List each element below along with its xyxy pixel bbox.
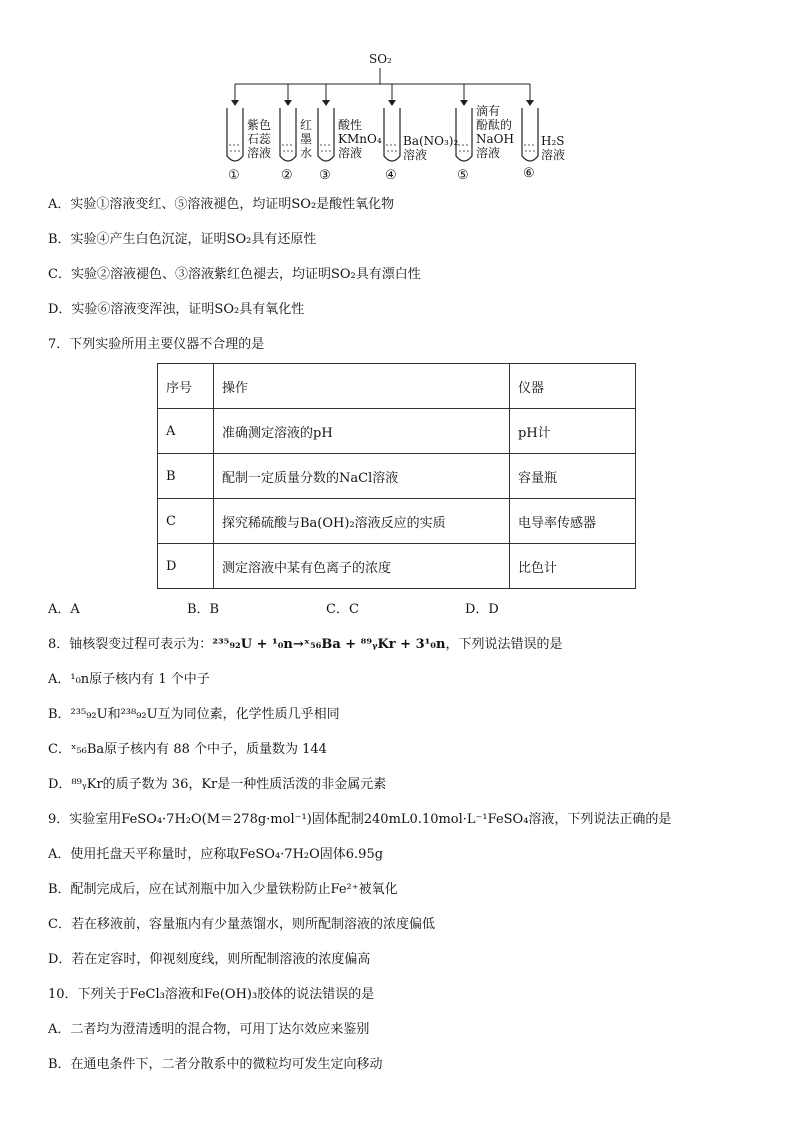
cell: 比色计 xyxy=(510,544,636,589)
cell: 测定溶液中某有色离子的浓度 xyxy=(214,544,510,589)
q8-stem-post: ，下列说法错误的是 xyxy=(445,637,563,652)
q9-option-b: B．配制完成后，应在试剂瓶中加入少量铁粉防止Fe²⁺被氧化 xyxy=(48,882,398,897)
cell: 准确测定溶液的pH xyxy=(214,409,510,454)
q7-stem: 7．下列实验所用主要仪器不合理的是 xyxy=(48,337,265,352)
fission-equation: ²³⁵₉₂U + ¹₀n→ˣ₅₆Ba + ⁸⁹ᵧKr + 3¹₀n xyxy=(212,637,446,652)
q7-choice-d: D．D xyxy=(465,602,499,617)
q10-stem: 10．下列关于FeCl₃溶液和Fe(OH)₃胶体的说法错误的是 xyxy=(48,987,375,1002)
so2-experiment-diagram xyxy=(0,0,794,190)
table-row xyxy=(158,454,636,499)
tube5-number: ⑤ xyxy=(457,168,469,183)
q10-option-a: A．二者均为澄清透明的混合物，可用丁达尔效应来鉴别 xyxy=(48,1022,370,1037)
tube4-label: Ba(NO₃)₂ 溶液 xyxy=(403,134,459,162)
q9-option-a: A．使用托盘天平称量时，应称取FeSO₄·7H₂O固体6.95g xyxy=(48,847,384,862)
tube1-label: 紫色 石蕊 溶液 xyxy=(247,118,272,160)
cell: 电导率传感器 xyxy=(510,499,636,544)
q8-option-d: D．⁸⁹ᵧKr的质子数为 36，Kr是一种性质活泼的非金属元素 xyxy=(48,777,387,792)
tube6-number: ⑥ xyxy=(523,166,535,181)
header-seq: 序号 xyxy=(158,364,214,409)
diagram-lines xyxy=(0,0,794,190)
tube3-number: ③ xyxy=(319,168,331,183)
cell: B xyxy=(158,454,214,499)
cell: pH计 xyxy=(510,409,636,454)
tube3-label: 酸性 KMnO₄ 溶液 xyxy=(338,118,382,160)
q6-option-b: B．实验④产生白色沉淀，证明SO₂具有还原性 xyxy=(48,232,317,247)
q8-stem xyxy=(48,636,562,654)
tube2-label: 红 墨 水 xyxy=(300,118,313,160)
q8-option-c: C．ˣ₅₆Ba原子核内有 88 个中子，质量数为 144 xyxy=(48,742,327,757)
tube1-number: ① xyxy=(228,168,240,183)
header-instrument: 仪器 xyxy=(510,364,636,409)
q9-stem: 9．实验室用FeSO₄·7H₂O(M＝278g·mol⁻¹)固体配制240mL0.10mol·L⁻¹FeSO₄溶液，下列说法正确的是 xyxy=(48,812,672,827)
cell: A xyxy=(158,409,214,454)
q7-table xyxy=(157,363,636,589)
table-row xyxy=(158,499,636,544)
cell: D xyxy=(158,544,214,589)
tube4-number: ④ xyxy=(385,168,397,183)
q8-option-b: B．²³⁵₉₂U和²³⁸₉₂U互为同位素，化学性质几乎相同 xyxy=(48,707,340,722)
table-row xyxy=(158,544,636,589)
q9-option-d: D．若在定容时，仰视刻度线，则所配制溶液的浓度偏高 xyxy=(48,952,371,967)
q6-option-a: A．实验①溶液变红、⑤溶液褪色，均证明SO₂是酸性氧化物 xyxy=(48,197,395,212)
header-operation: 操作 xyxy=(214,364,510,409)
tube5-label: 滴有 酚酞的 NaOH 溶液 xyxy=(476,104,514,160)
cell: 配制一定质量分数的NaCl溶液 xyxy=(214,454,510,499)
q9-option-c: C．若在移液前，容量瓶内有少量蒸馏水，则所配制溶液的浓度偏低 xyxy=(48,917,435,932)
q8-stem-pre: 8．铀核裂变过程可表示为： xyxy=(48,637,213,652)
q7-choices xyxy=(48,601,604,619)
q10-option-b: B．在通电条件下，二者分散系中的微粒均可发生定向移动 xyxy=(48,1057,383,1072)
q6-option-c: C．实验②溶液褪色、③溶液紫红色褪去，均证明SO₂具有漂白性 xyxy=(48,267,421,282)
q8-option-a: A．¹₀n原子核内有 1 个中子 xyxy=(48,672,210,687)
tube2-number: ② xyxy=(281,168,293,183)
cell: 探究稀硫酸与Ba(OH)₂溶液反应的实质 xyxy=(214,499,510,544)
table-row xyxy=(158,409,636,454)
table-header-row xyxy=(158,364,636,409)
cell: C xyxy=(158,499,214,544)
q7-choice-b: B．B xyxy=(187,602,220,617)
cell: 容量瓶 xyxy=(510,454,636,499)
so2-label: SO₂ xyxy=(369,52,392,66)
q7-choice-a: A．A xyxy=(48,602,80,617)
tube6-label: H₂S 溶液 xyxy=(541,134,566,162)
q7-choice-c: C．C xyxy=(326,602,359,617)
q6-option-d: D．实验⑥溶液变浑浊，证明SO₂具有氧化性 xyxy=(48,302,305,317)
